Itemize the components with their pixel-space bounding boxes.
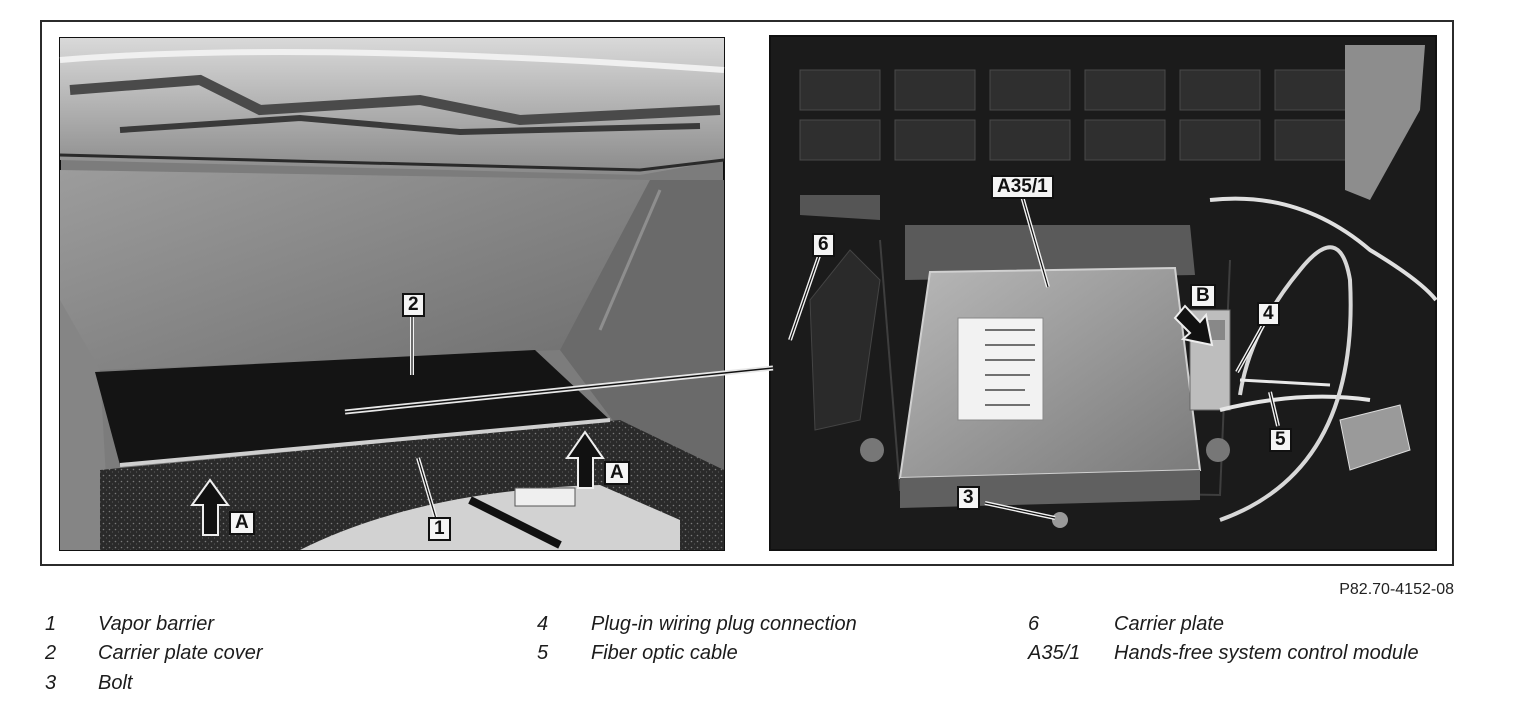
- callout-a35-1: A35/1: [991, 175, 1054, 199]
- legend-label: Carrier plate cover: [98, 642, 263, 664]
- legend-key: 2: [45, 642, 57, 664]
- callout-6: 6: [812, 233, 835, 257]
- legend-label: Bolt: [98, 672, 133, 694]
- callout-5: 5: [1269, 428, 1292, 452]
- figure-reference-code: P82.70-4152-08: [1339, 581, 1454, 598]
- legend-key: 6: [1028, 613, 1040, 635]
- legend-label: Fiber optic cable: [591, 642, 738, 664]
- callout-b: B: [1190, 284, 1216, 308]
- callout-1: 1: [428, 517, 451, 541]
- legend-label: Vapor barrier: [98, 613, 214, 635]
- right-photo: [770, 36, 1436, 550]
- legend-label: Hands-free system control module: [1114, 642, 1419, 664]
- legend-key: 5: [537, 642, 549, 664]
- legend-key: 1: [45, 613, 57, 635]
- legend-label: Plug-in wiring plug connection: [591, 613, 857, 635]
- legend-key: 3: [45, 672, 57, 694]
- callout-a-left: A: [229, 511, 255, 535]
- legend-key: 4: [537, 613, 549, 635]
- legend-label: Carrier plate: [1114, 613, 1225, 635]
- callout-4: 4: [1257, 302, 1280, 326]
- callout-2: 2: [402, 293, 425, 317]
- legend-key: A35/1: [1028, 642, 1081, 664]
- callout-a-right: A: [604, 461, 630, 485]
- callout-3: 3: [957, 486, 980, 510]
